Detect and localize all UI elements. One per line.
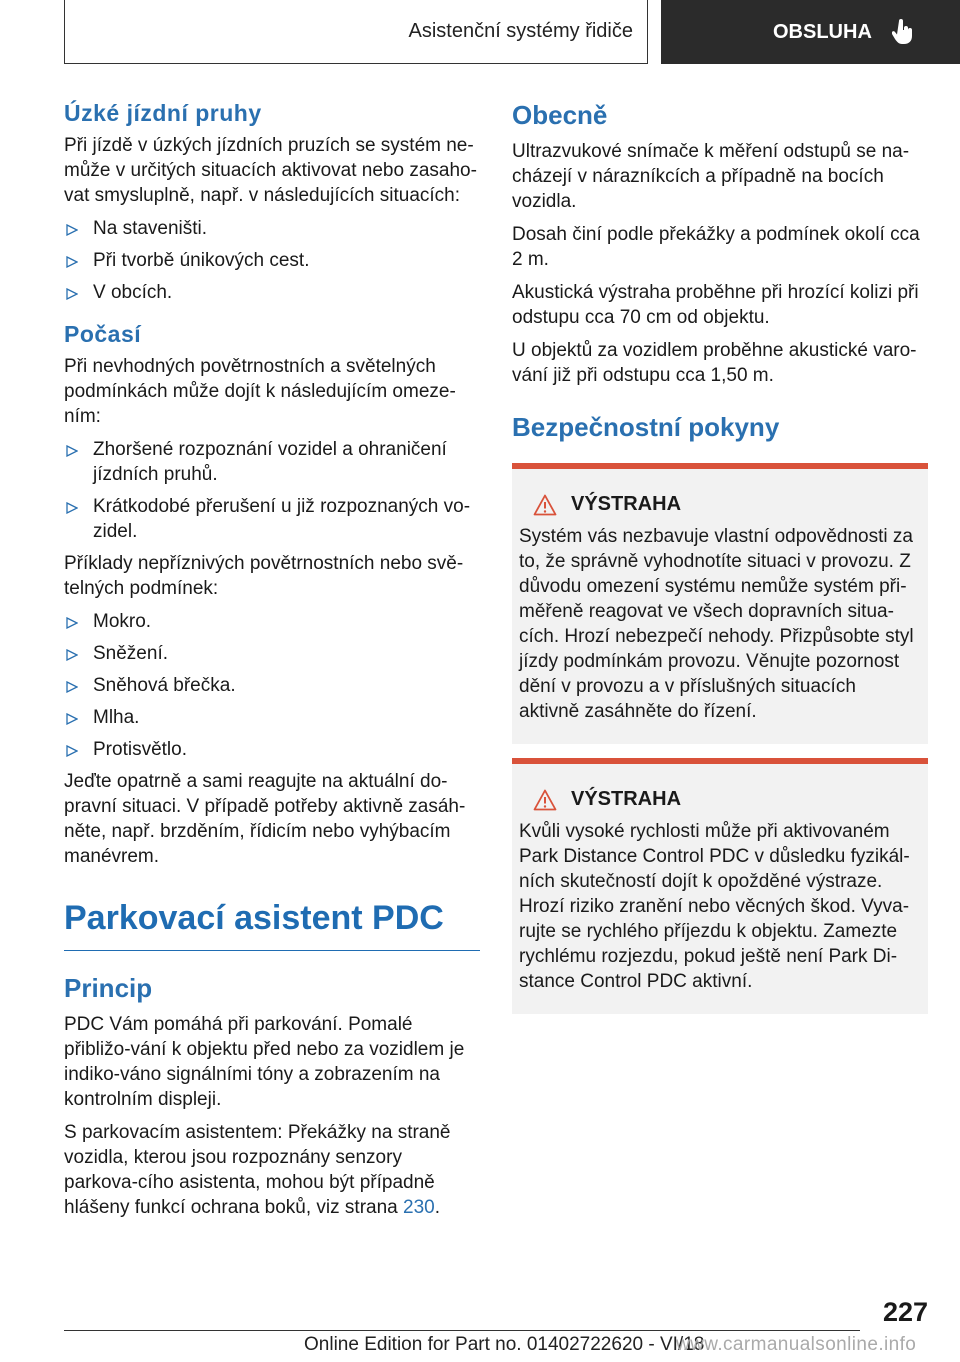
paragraph-general-3: Akustická výstraha proběhne při hrozící kolizi při odstupu cca 70 cm od objektu. [512,282,919,328]
list-item: Krátkodobé přerušení u již rozpoznaných vo-zidel. [64,494,480,544]
list-item: Na staveništi. [64,216,480,241]
triangle-right-icon [66,649,78,661]
paragraph-principle: PDC Vám pomáhá při parkování. Pomalé přibližo-vání k objektu před nebo za vozidlem je indiko-váno signálními tóny a zobrazením na kontrolním displeji. [64,1014,465,1110]
triangle-right-icon [66,445,78,457]
paragraph-examples: Příklady nepříznivých povětrnostních nebo svě-telných podmínek: [64,553,464,599]
paragraph-weather: Při nevhodných povětrnostních a světelných podmínkách může dojít k následujícím omeze-ním: [64,356,456,427]
paragraph-general-4: U objektů za vozidlem proběhne akustické varo-vání již při odstupu cca 1,50 m. [512,340,917,386]
warning-triangle-icon [533,789,557,811]
list-narrow-lanes [64,216,480,305]
triangle-right-icon [66,617,78,629]
header-chapter-tab[interactable] [661,0,960,64]
triangle-right-icon [66,745,78,757]
triangle-right-icon [66,224,78,236]
warning-text: Kvůli vysoké rychlosti může při aktivovaném Park Distance Control PDC v důsledku fyzikál-ních skutečností dojít k opožděné výstraze. Hrozí riziko zranění nebo věcných škod. Vyva-rujte se rychlého příjezdu k objektu. Zamezte rychlému rozjezdu, pokud ještě není Park Di-stance Control PDC aktivní. [519,821,910,992]
heading-safety-instructions: Bezpečnostní pokyny [512,412,780,442]
list-item: V obcích. [64,280,480,305]
heading-general: Obecně [512,100,608,130]
paragraph-general-2: Dosah činí podle překážky a podmínek okolí cca 2 m. [512,224,920,270]
heading-principle: Princip [64,973,153,1003]
triangle-right-icon [66,713,78,725]
warning-title: VÝSTRAHA [519,788,918,811]
list-item: Sněhová břečka. [64,673,480,698]
heading-weather: Počasí [64,321,142,347]
left-column [64,100,480,1228]
heading-narrow-lanes: Úzké jízdní pruhy [64,100,262,126]
warning-box [512,463,928,744]
hand-pointer-icon [892,19,914,45]
list-item: Mokro. [64,609,480,634]
paragraph-drive-carefully: Jeďte opatrně a sami reagujte na aktuální do-pravní situaci. V případě potřeby aktivně zasáh-něte, např. brzděním, řídicím nebo vyhýbacím manévrem. [64,771,466,867]
list-item: Mlha. [64,705,480,730]
footer-edition: Online Edition for Part no. 01402722620 - VI/18 [304,1334,705,1355]
right-column [512,100,928,1028]
list-item: Zhoršené rozpoznání vozidel a ohraničení jízdních pruhů. [64,437,480,487]
watermark: www.carmanualsonline.info [676,1334,917,1355]
list-examples [64,609,480,762]
triangle-right-icon [66,288,78,300]
header-section-title [64,0,648,64]
list-item: Sněžení. [64,641,480,666]
paragraph-side-protection: S parkovacím asistentem: Překážky na straně vozidla, kterou jsou rozpoznány senzory parkova-cího asistenta, mohou být případně hlášeny funkcí ochrana boků, viz strana 230. [64,1122,451,1218]
warning-title: VÝSTRAHA [519,493,918,516]
warning-triangle-icon [533,494,557,516]
triangle-right-icon [66,256,78,268]
list-item: Při tvorbě únikových cest. [64,248,480,273]
triangle-right-icon [66,681,78,693]
list-weather [64,437,480,544]
heading-park-assist-pdc: Parkovací asistent PDC [64,899,480,951]
section-title: Asistenční systémy řidiče [408,20,633,42]
paragraph-general-1: Ultrazvukové snímače k měření odstupů se na-cházejí v nárazníkcích a případně na bocích vozidla. [512,141,910,212]
page-number: 227 [882,1297,928,1327]
list-item: Protisvětlo. [64,737,480,762]
paragraph-narrow-lanes: Při jízdě v úzkých jízdních pruzích se systém ne-může v určitých situacích aktivovat nebo zasaho-vat smysluplně, např. v následujících situacích: [64,135,477,206]
page-reference-link[interactable]: 230 [403,1197,435,1218]
warning-text: Systém vás nezbavuje vlastní odpovědnosti za to, že správně vyhodnotíte situaci v provozu. Z důvodu omezení systému nemůže systém při-měřeně reagovat ve všech dopravních situa-cích. Hrozí nebezpečí nehody. Přizpůsobte styl jízdy podmínkám provozu. Věnujte pozornost dění v provozu a v příslušných situacích aktivně zasáhněte do řízení. [519,526,914,722]
warning-box [512,758,928,1014]
triangle-right-icon [66,502,78,514]
chapter-label: OBSLUHA [773,20,872,43]
footer-divider [64,1330,860,1331]
